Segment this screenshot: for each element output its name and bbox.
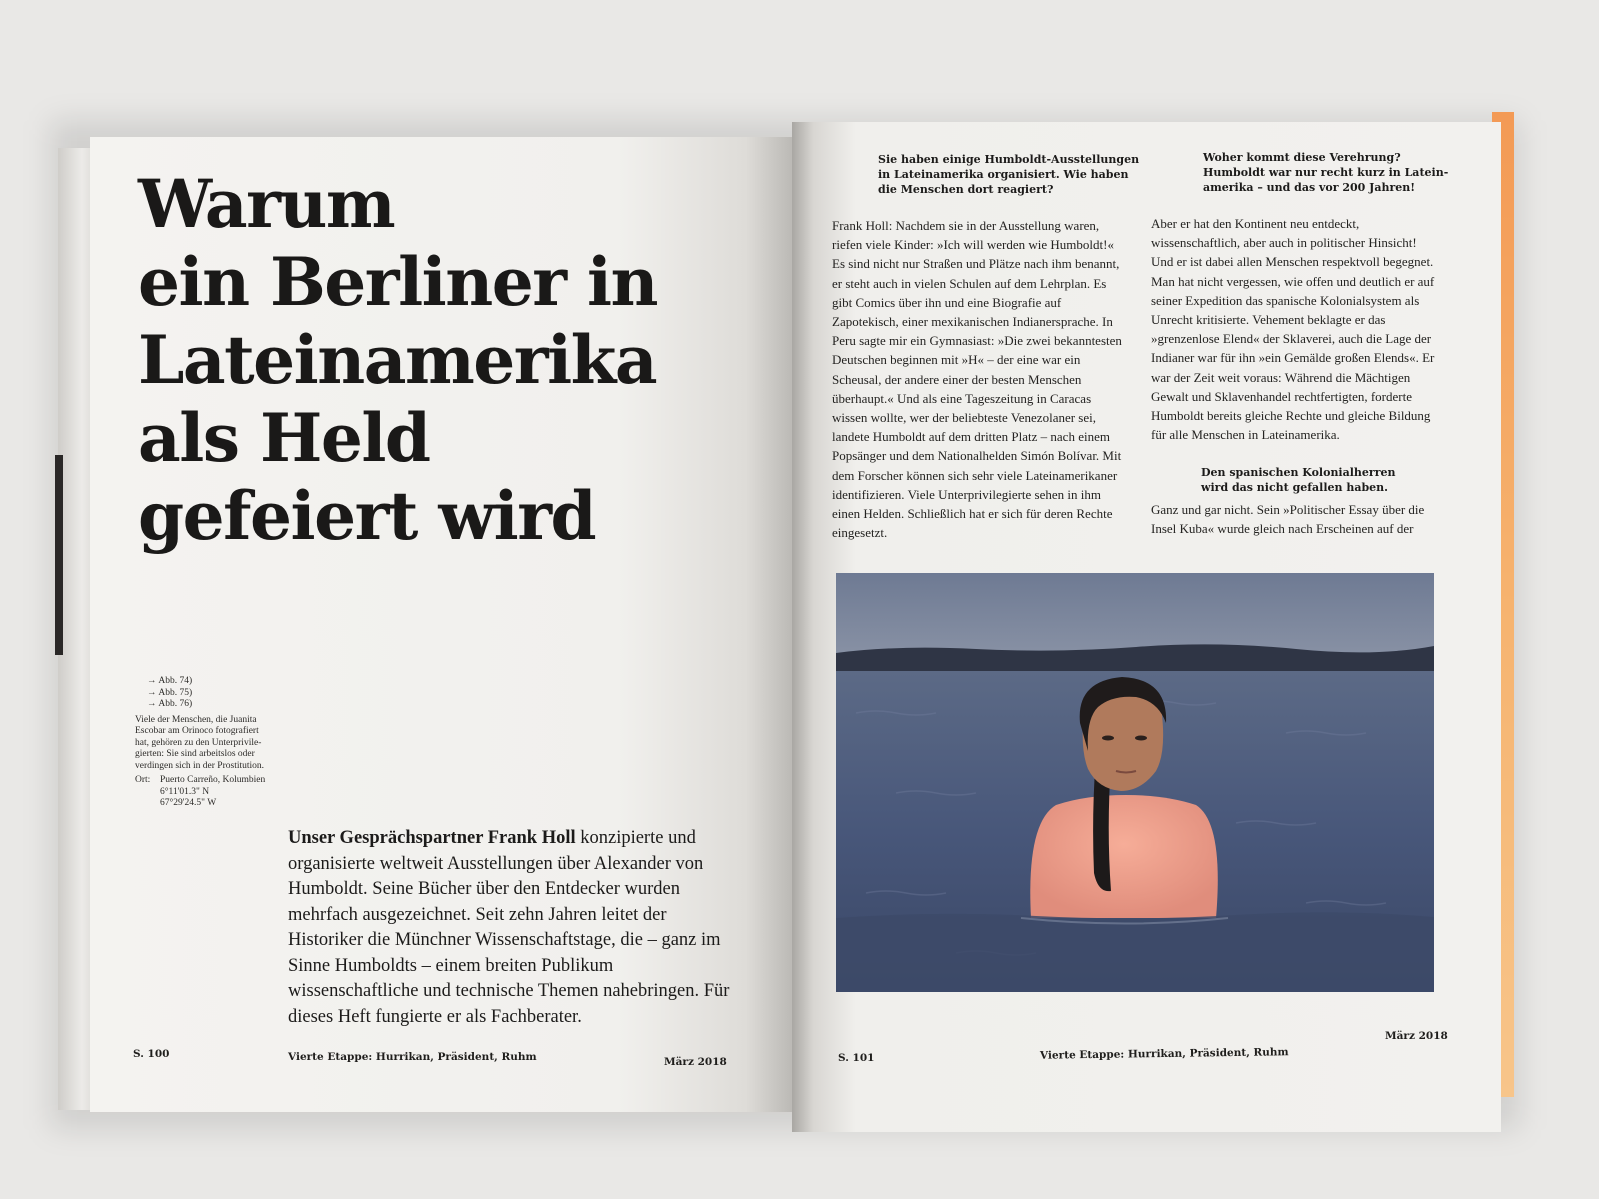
- image-sidenote: [135, 676, 295, 810]
- answer-text: Ganz und gar nicht. Sein »Politischer Essay über die Insel Kuba« wurde gleich nach Erscheinen auf der: [1151, 502, 1425, 537]
- question-heading: [1203, 150, 1463, 195]
- location-name: Puerto Carreño, Kolumbien: [160, 775, 266, 785]
- issue-date-left: März 2018: [664, 1056, 727, 1068]
- headline-line: als Held: [138, 399, 430, 477]
- intro-body: konzipierte und organisierte weltweit Ausstellungen über Alexander von Humboldt. Seine Bücher über den Entdecker wurden mehrfach ausgezeichnet. Seit zehn Jahren leitet der Historiker die Münchner Wissenschaftstage, die – ganz im Sinne Humboldts – einem breiten Publikum wissenschaftliche und technische Themen nahebringen. Für dieses Heft fungierte er als Fachberater.: [288, 828, 730, 1027]
- question-heading: [878, 152, 1178, 197]
- sidenote-caption: [135, 715, 295, 773]
- question-heading: [1201, 465, 1441, 495]
- question-line: Humboldt war nur recht kurz in Latein-: [1203, 166, 1449, 179]
- page-number-right: S. 101: [838, 1052, 875, 1064]
- section-title-right: Vierte Etappe: Hurrikan, Präsident, Ruhm: [1039, 1046, 1289, 1062]
- issue-date-right: März 2018: [1385, 1030, 1448, 1042]
- dark-edge-mark: [55, 455, 63, 655]
- question-line: in Lateinamerika organisiert. Wie haben: [878, 168, 1129, 181]
- headline-line: ein Berliner in: [138, 243, 658, 321]
- photo-girl-in-water: [836, 573, 1434, 992]
- headline-line: Warum: [138, 165, 395, 243]
- answer-text: Aber er hat den Kontinent neu entdeckt, wissenschaftlich, aber auch in politischer Hinsicht! Und er ist dabei allen Menschen respektvoll begegnet. Man hat nicht vergessen, wie offen und deutlich er auf seiner Expedition das spanische Kolonialsystem als Unrecht kritisierte. Vehement beklagte er das »grenzenlose Elend« der Sklaverei, auch die Lage der Indianer war für ihn »ein Gemälde großen Elends«. Er war der Zeit weit voraus: Während die Mächtigen Gewalt und Sklavenhandel rechtfertigten, forderte Humboldt bereits gleiche Rechte und gleiche Bildung für alle Menschen in Lateinamerika.: [1151, 216, 1435, 443]
- location-block: [135, 775, 295, 810]
- location-values: [160, 775, 265, 810]
- headline-line: Lateinamerika: [138, 321, 657, 399]
- latitude: 6°11'01.3" N: [160, 786, 210, 797]
- headline: [138, 165, 657, 555]
- caption-line: gierten: Sie sind arbeitslos oder: [135, 749, 255, 759]
- page-number-left: S. 100: [133, 1048, 170, 1060]
- question-line: Woher kommt diese Verehrung?: [1203, 151, 1401, 164]
- caption-line: Viele der Menschen, die Juanita: [135, 714, 257, 725]
- figure-reference: → Abb. 74): [147, 676, 193, 686]
- headline-line: gefeiert wird: [138, 477, 596, 555]
- question-line: die Menschen dort reagiert?: [878, 183, 1054, 196]
- caption-line: verdingen sich in der Prostitution.: [135, 760, 265, 771]
- caption-line: Escobar am Orinoco fotografiert: [135, 726, 259, 736]
- question-line: amerika – und das vor 200 Jahren!: [1203, 181, 1416, 194]
- answer-text: Frank Holl: Nachdem sie in der Ausstellung waren, riefen viele Kinder: »Ich will werden wie Humboldt!« Es sind nicht nur Straßen und Plätze nach ihm benannt, er steht auch in vielen Schulen auf dem Lehrplan. Es gibt Comics über ihn und eine Biografie auf Zapotekisch, einer mexikanischen Indianersprache. In Peru sagte mir ein Gymnasiast: »Die zwei bekanntesten Deutschen beginnen mit »H« – der eine war ein Scheusal, der andere einer der besten Menschen überhaupt.« Und als eine Tageszeitung in Caracas wissen wollte, wer der beliebteste Venezolaner sei, landete Humboldt auf dem dritten Platz – nach einem Popsänger und dem Nationalhelden Simón Bolívar. Mit dem Forscher können sich sehr viele Lateinamerikaner identifizieren. Viele Unterprivilegierte sehen in ihm einen Helden. Schließlich hat er sich für deren Rechte eingesetzt.: [832, 218, 1122, 541]
- longitude: 67°29'24.5" W: [160, 798, 217, 808]
- question-line: Den spanischen Kolonialherren: [1201, 466, 1396, 479]
- section-title-left: Vierte Etappe: Hurrikan, Präsident, Ruhm: [288, 1051, 537, 1063]
- figure-reference: → Abb. 76): [147, 699, 193, 709]
- figure-reference: → Abb. 75): [147, 687, 193, 698]
- intro-paragraph: [288, 826, 738, 1030]
- question-line: wird das nicht gefallen haben.: [1201, 481, 1388, 494]
- question-line: Sie haben einige Humboldt-Ausstellungen: [878, 153, 1140, 166]
- photo-illustration: [836, 573, 1434, 992]
- intro-lead: Unser Gesprächspartner Frank Holl: [288, 828, 576, 848]
- caption-line: hat, gehören zu den Unterprivile-: [135, 737, 262, 748]
- location-label: Ort:: [135, 775, 151, 785]
